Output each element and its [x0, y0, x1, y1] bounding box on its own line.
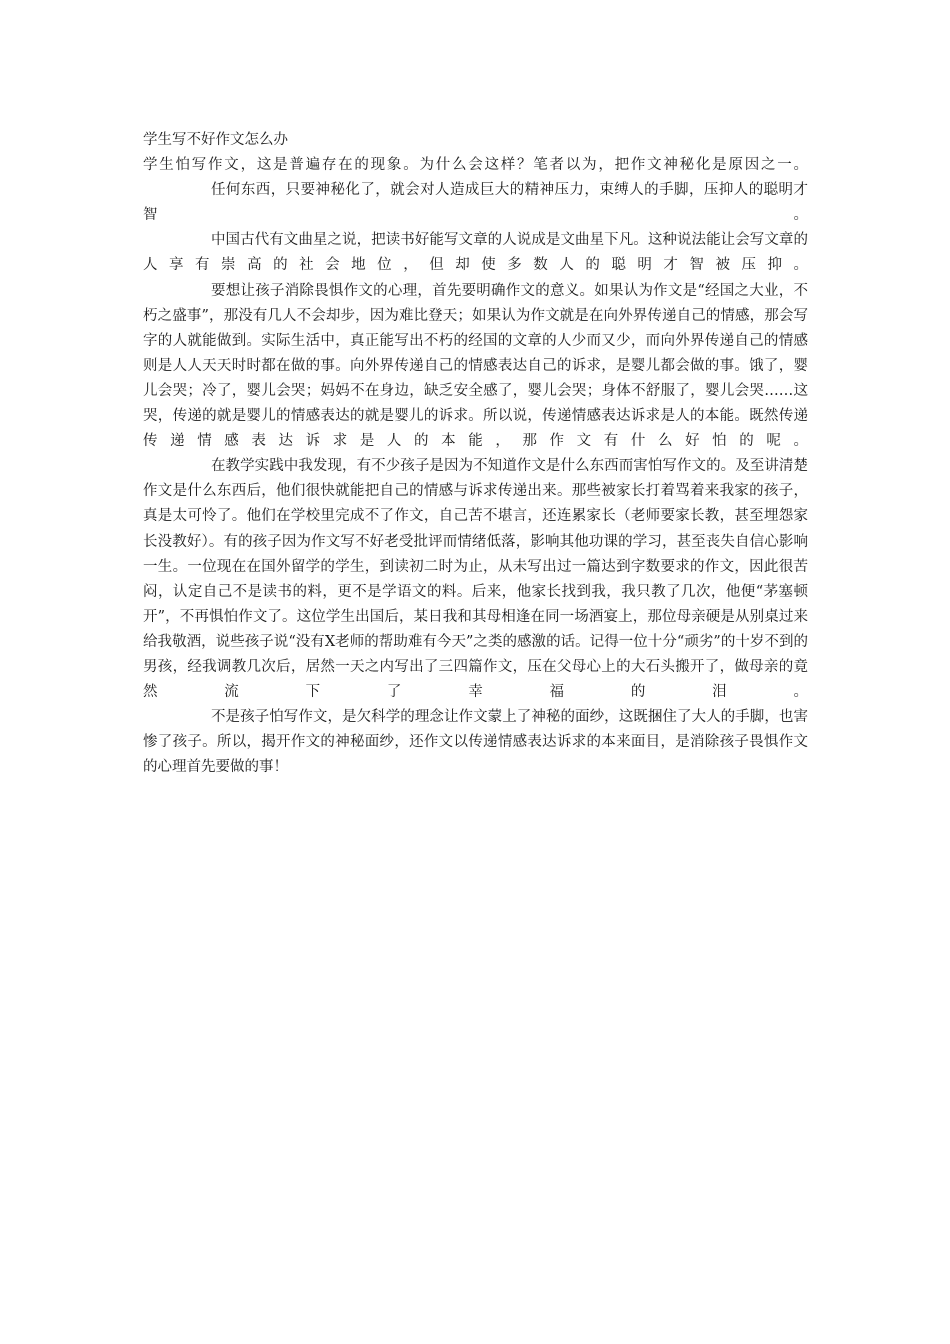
paragraph-1: 学生怕写作文，这是普遍存在的现象。为什么会这样？笔者以为，把作文神秘化是原因之一。	[143, 157, 808, 174]
paragraph-3: 中国古代有文曲星之说，把读书好能写文章的人说成是文曲星下凡。这种说法能让会写文章的人享有崇高的社会地位，但却使多数人的聪明才智被压抑。	[143, 232, 808, 274]
document-body	[143, 128, 808, 780]
paragraph-2: 任何东西，只要神秘化了，就会对人造成巨大的精神压力，束缚人的手脚，压抑人的聪明才智。	[143, 182, 808, 224]
paragraph-4: 要想让孩子消除畏惧作文的心理，首先要明确作文的意义。如果认为作文是“经国之大业，不朽之盛事”，那没有几人不会却步，因为难比登天；如果认为作文就是在向外界传递自己的情感，那会写字的人就能做到。实际生活中，真正能写出不朽的经国的文章的人少而又少，而向外界传递自己的情感则是人人天天时时都在做的事。向外界传递自己的情感表达自己的诉求，是婴儿都会做的事。饿了，婴儿会哭；冷了，婴儿会哭；妈妈不在身边，缺乏安全感了，婴儿会哭；身体不舒服了，婴儿会哭……这哭，传递的就是婴儿的情感表达的就是婴儿的诉求。所以说，传递情感表达诉求是人的本能。既然传递传递情感表达诉求是人的本能，那作文有什么好怕的呢。	[143, 282, 808, 450]
paragraph-6: 不是孩子怕写作文，是欠科学的理念让作文蒙上了神秘的面纱，这既捆住了大人的手脚，也害惨了孩子。所以，揭开作文的神秘面纱，还作文以传递情感表达诉求的本来面目，是消除孩子畏惧作文的心理首先要做的事！	[143, 709, 808, 776]
paragraph-5: 在教学实践中我发现，有不少孩子是因为不知道作文是什么东西而害怕写作文的。及至讲清楚作文是什么东西后，他们很快就能把自己的情感与诉求传递出来。那些被家长打着骂着来我家的孩子，真是太可怜了。他们在学校里完成不了作文，自己苦不堪言，还连累家长（老师要家长教，甚至埋怨家长没教好）。有的孩子因为作文写不好老受批评而情绪低落，影响其他功课的学习，甚至丧失自信心影响一生。一位现在在国外留学的学生，到读初二时为止，从未写出过一篇达到字数要求的作文，因此很苦闷，认定自己不是读书的料，更不是学语文的料。后来，他家长找到我，我只教了几次，他便“茅塞顿开”，不再惧怕作文了。这位学生出国后，某日我和其母相逢在同一场酒宴上，那位母亲硬是从别桌过来给我敬酒，说些孩子说“没有X老师的帮助难有今天”之类的感激的话。记得一位十分“顽劣”的十岁不到的男孩，经我调教几次后，居然一天之内写出了三四篇作文，压在父母心上的大石头搬开了，做母亲的竟然流下了幸福的泪。	[143, 458, 808, 701]
document-title: 学生写不好作文怎么办	[143, 132, 288, 148]
